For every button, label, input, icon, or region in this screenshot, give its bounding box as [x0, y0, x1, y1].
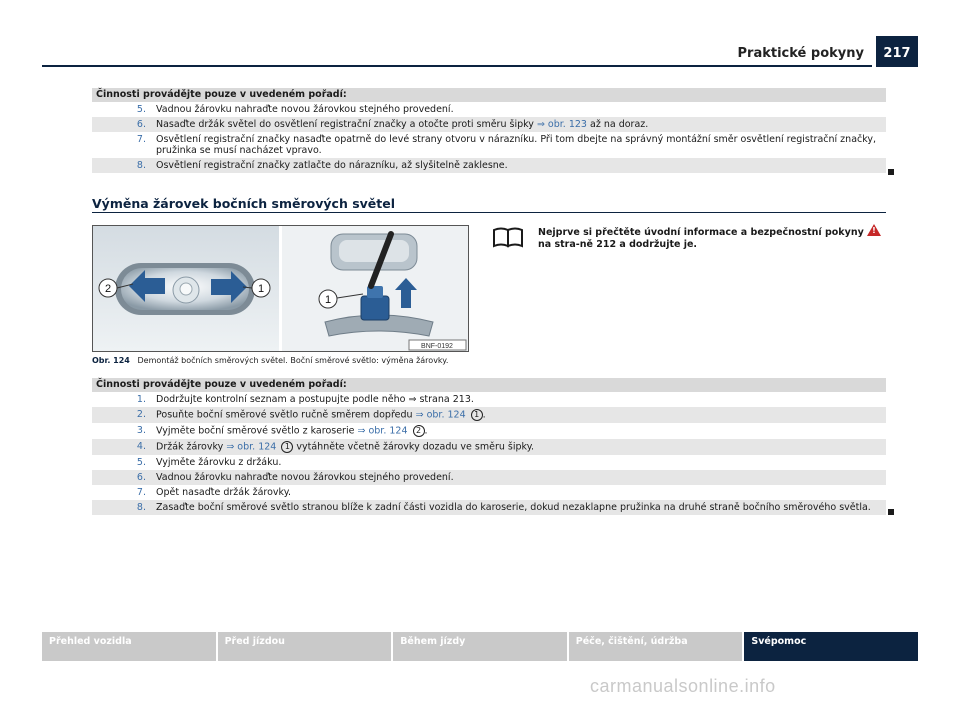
step-number: 8. — [136, 502, 146, 513]
table-row — [92, 132, 886, 158]
tab-pece-cisteni-udrzba[interactable]: Péče, čištění, údržba — [569, 632, 743, 661]
steps-table-2 — [92, 378, 886, 515]
step-text-part: Nasaďte držák světel do osvětlení registrační značky a otočte proti směru šipky — [156, 119, 534, 130]
table-row — [92, 392, 886, 407]
header-title: Praktické pokyny — [737, 46, 864, 61]
step-text — [156, 407, 886, 423]
step-number: 7. — [136, 134, 146, 145]
steps-table-heading: Činnosti provádějte pouze v uvedeném pořadí: — [92, 378, 886, 392]
table-row — [92, 485, 886, 500]
callout-number: 1 — [471, 409, 483, 421]
step-text: Vadnou žárovku nahraďte novou žárovkou stejného provedení. — [156, 104, 454, 115]
step-text — [156, 117, 886, 132]
step-text-part: vytáhněte včetně žárovky dozadu ve směru šipky. — [293, 441, 534, 453]
svg-text:2: 2 — [104, 283, 112, 295]
step-number: 1. — [136, 394, 146, 405]
table-row — [92, 407, 886, 423]
table-row — [92, 117, 886, 132]
step-text — [156, 423, 886, 439]
table-row — [92, 423, 886, 439]
callout-number: 2 — [413, 425, 425, 437]
figure-reference-link[interactable]: ⇒ obr. 123 — [536, 119, 587, 130]
figure-124 — [92, 225, 469, 352]
step-text: Vadnou žárovku nahraďte novou žárovkou stejného provedení. — [156, 472, 454, 483]
figure-caption — [92, 356, 448, 365]
book-icon — [492, 226, 524, 248]
step-text: Zasaďte boční směrové světlo stranou blíže k zadní části vozidla do karoserie, dokud nezaklapne pružinka na druhé straně bočního směrového světla. — [156, 502, 871, 513]
callout-1 — [252, 279, 270, 297]
safety-note-text-part: na stra-ně 212 a dodržujte je. — [538, 239, 698, 250]
section-title: Výměna žárovek bočních směrových světel — [92, 196, 396, 211]
header-rule — [42, 65, 872, 67]
table-row — [92, 439, 886, 455]
step-text-part: Vyjměte boční směrové světlo z karoserie — [156, 425, 355, 437]
callout-number: 1 — [281, 441, 293, 453]
footer-chapter-tabs — [42, 632, 918, 661]
steps-table-heading: Činnosti provádějte pouze v uvedeném pořadí: — [92, 88, 886, 102]
step-number: 6. — [136, 472, 146, 483]
tab-prehled-vozidla[interactable]: Přehled vozidla — [42, 632, 216, 661]
figure-caption-text: Demontáž bočních směrových světel. Boční směrové světlo: výměna žárovky. — [137, 356, 449, 365]
step-number: 5. — [136, 457, 146, 468]
step-text: Osvětlení registrační značky nasaďte opatrně do levé strany otvoru v nárazníku. Při tom dbejte na správný montážní směr osvětlení registrační značky, pružinka se musí nacházet vpravo. — [156, 134, 877, 156]
page-header — [42, 36, 918, 66]
svg-text:1: 1 — [324, 294, 332, 306]
tab-svepomoc[interactable]: Svépomoc — [744, 632, 918, 661]
step-text-part: . — [482, 409, 486, 421]
safety-note-text-part: Nejprve si přečtěte úvodní informace a bezpečnostní pokyny — [538, 227, 864, 238]
step-text-part: až na doraz. — [586, 119, 649, 130]
step-number: 5. — [136, 104, 146, 115]
table-row — [92, 470, 886, 485]
watermark: carmanualsonline.info — [590, 676, 776, 696]
step-text — [156, 439, 886, 455]
figure-reference-link[interactable]: ⇒ obr. 124 — [226, 441, 277, 453]
figure-reference-link[interactable]: ⇒ obr. 124 — [415, 409, 466, 421]
tab-behem-jizdy[interactable]: Během jízdy — [393, 632, 567, 661]
section-rule — [92, 212, 886, 213]
steps-table-1 — [92, 88, 886, 173]
svg-text:1: 1 — [257, 283, 265, 295]
section-end-mark — [888, 509, 894, 515]
figure-caption-number: Obr. 124 — [92, 356, 130, 365]
table-row — [92, 102, 886, 117]
step-text: Vyjměte žárovku z držáku. — [156, 457, 282, 468]
warning-triangle-icon — [867, 224, 881, 236]
page-number: 217 — [876, 36, 918, 67]
table-row — [92, 158, 886, 173]
safety-note-text — [538, 224, 886, 251]
step-number: 8. — [136, 160, 146, 171]
figure-reference-link[interactable]: ⇒ obr. 124 — [357, 425, 408, 437]
step-number: 3. — [136, 425, 146, 436]
table-row — [92, 500, 886, 515]
step-number: 2. — [136, 409, 146, 420]
step-text-part: . — [424, 425, 428, 437]
figure-code: BNF-0192 — [421, 343, 453, 350]
table-row — [92, 455, 886, 470]
step-text-part: Držák žárovky — [156, 441, 224, 453]
step-text: Dodržujte kontrolní seznam a postupujte podle něho ⇒ strana 213. — [156, 394, 474, 405]
step-text: Opět nasaďte držák žárovky. — [156, 487, 291, 498]
step-number: 7. — [136, 487, 146, 498]
section-end-mark — [888, 169, 894, 175]
step-text: Osvětlení registrační značky zatlačte do nárazníku, až slyšitelně zaklesne. — [156, 160, 508, 171]
tab-pred-jizdou[interactable]: Před jízdou — [218, 632, 392, 661]
step-number: 4. — [136, 441, 146, 452]
figure-illustration — [93, 226, 468, 351]
step-number: 6. — [136, 119, 146, 130]
callout-1-right — [319, 290, 337, 308]
bulb-holder — [361, 296, 389, 320]
callout-2 — [99, 279, 117, 297]
step-text-part: Posuňte boční směrové světlo ručně směrem dopředu — [156, 409, 413, 421]
